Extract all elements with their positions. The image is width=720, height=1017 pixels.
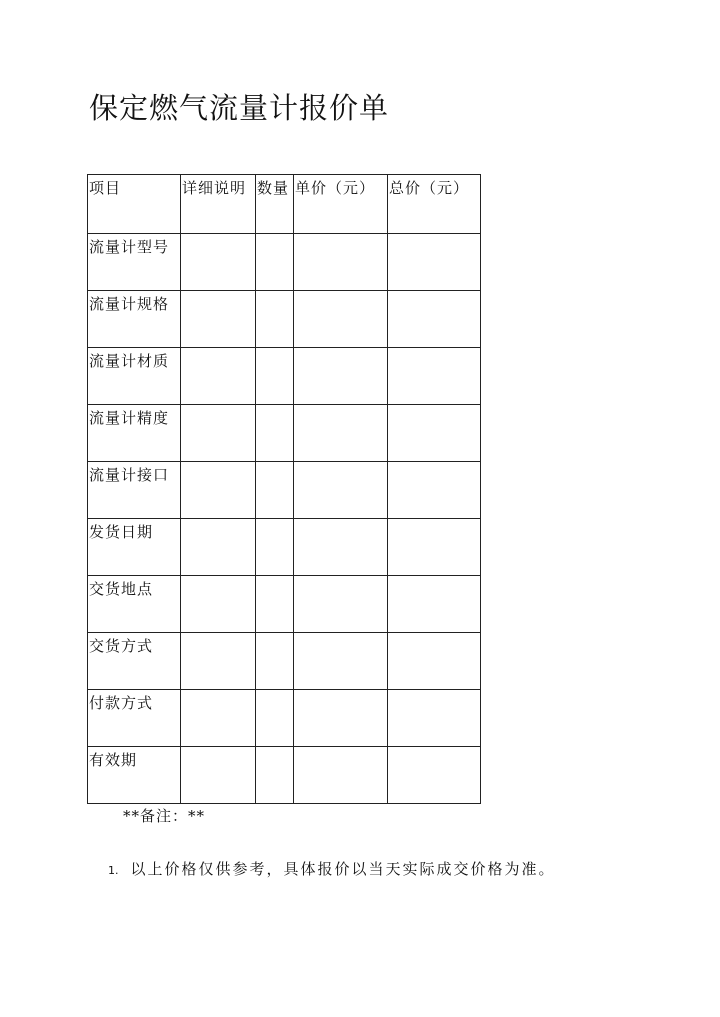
cell-detail — [181, 462, 256, 519]
cell-detail — [181, 234, 256, 291]
cell-total-price — [388, 747, 481, 804]
cell-quantity — [256, 633, 294, 690]
cell-item: 交货方式 — [88, 633, 181, 690]
table-row — [88, 519, 481, 576]
note-item — [108, 858, 556, 879]
table-row — [88, 633, 481, 690]
table-row — [88, 690, 481, 747]
table-row — [88, 462, 481, 519]
document-title: 保定燃气流量计报价单 — [89, 91, 390, 125]
cell-total-price — [388, 576, 481, 633]
cell-item: 流量计精度 — [88, 405, 181, 462]
cell-detail — [181, 519, 256, 576]
header-detail: 详细说明 — [181, 175, 256, 234]
cell-item: 流量计规格 — [88, 291, 181, 348]
table-row — [88, 291, 481, 348]
header-total-price: 总价（元） — [388, 175, 481, 234]
cell-item: 发货日期 — [88, 519, 181, 576]
table-row — [88, 576, 481, 633]
table-row — [88, 234, 481, 291]
cell-unit-price — [294, 576, 388, 633]
cell-unit-price — [294, 348, 388, 405]
cell-detail — [181, 576, 256, 633]
cell-quantity — [256, 690, 294, 747]
cell-total-price — [388, 462, 481, 519]
cell-item: 有效期 — [88, 747, 181, 804]
header-item: 项目 — [88, 175, 181, 234]
cell-quantity — [256, 234, 294, 291]
cell-total-price — [388, 291, 481, 348]
cell-quantity — [256, 348, 294, 405]
cell-detail — [181, 405, 256, 462]
cell-quantity — [256, 462, 294, 519]
note-text: 以上价格仅供参考，具体报价以当天实际成交价格为准。 — [130, 860, 556, 878]
header-unit-price: 单价（元） — [294, 175, 388, 234]
cell-detail — [181, 348, 256, 405]
cell-quantity — [256, 405, 294, 462]
cell-quantity — [256, 747, 294, 804]
table-header-row — [88, 175, 481, 234]
cell-unit-price — [294, 690, 388, 747]
cell-unit-price — [294, 747, 388, 804]
cell-unit-price — [294, 519, 388, 576]
cell-detail — [181, 747, 256, 804]
cell-total-price — [388, 519, 481, 576]
cell-total-price — [388, 690, 481, 747]
cell-detail — [181, 690, 256, 747]
cell-total-price — [388, 405, 481, 462]
cell-item: 付款方式 — [88, 690, 181, 747]
note-number: 1. — [108, 864, 119, 877]
cell-total-price — [388, 633, 481, 690]
cell-total-price — [388, 234, 481, 291]
cell-unit-price — [294, 462, 388, 519]
cell-detail — [181, 633, 256, 690]
header-quantity: 数量 — [256, 175, 294, 234]
cell-unit-price — [294, 234, 388, 291]
cell-detail — [181, 291, 256, 348]
cell-unit-price — [294, 291, 388, 348]
cell-total-price — [388, 348, 481, 405]
cell-item: 交货地点 — [88, 576, 181, 633]
cell-item: 流量计材质 — [88, 348, 181, 405]
cell-quantity — [256, 576, 294, 633]
remark-heading: **备注：** — [123, 807, 206, 825]
table-row — [88, 747, 481, 804]
table-row — [88, 348, 481, 405]
cell-unit-price — [294, 633, 388, 690]
quote-table — [87, 174, 481, 804]
cell-item: 流量计接口 — [88, 462, 181, 519]
cell-quantity — [256, 291, 294, 348]
table-row — [88, 405, 481, 462]
cell-unit-price — [294, 405, 388, 462]
cell-quantity — [256, 519, 294, 576]
cell-item: 流量计型号 — [88, 234, 181, 291]
